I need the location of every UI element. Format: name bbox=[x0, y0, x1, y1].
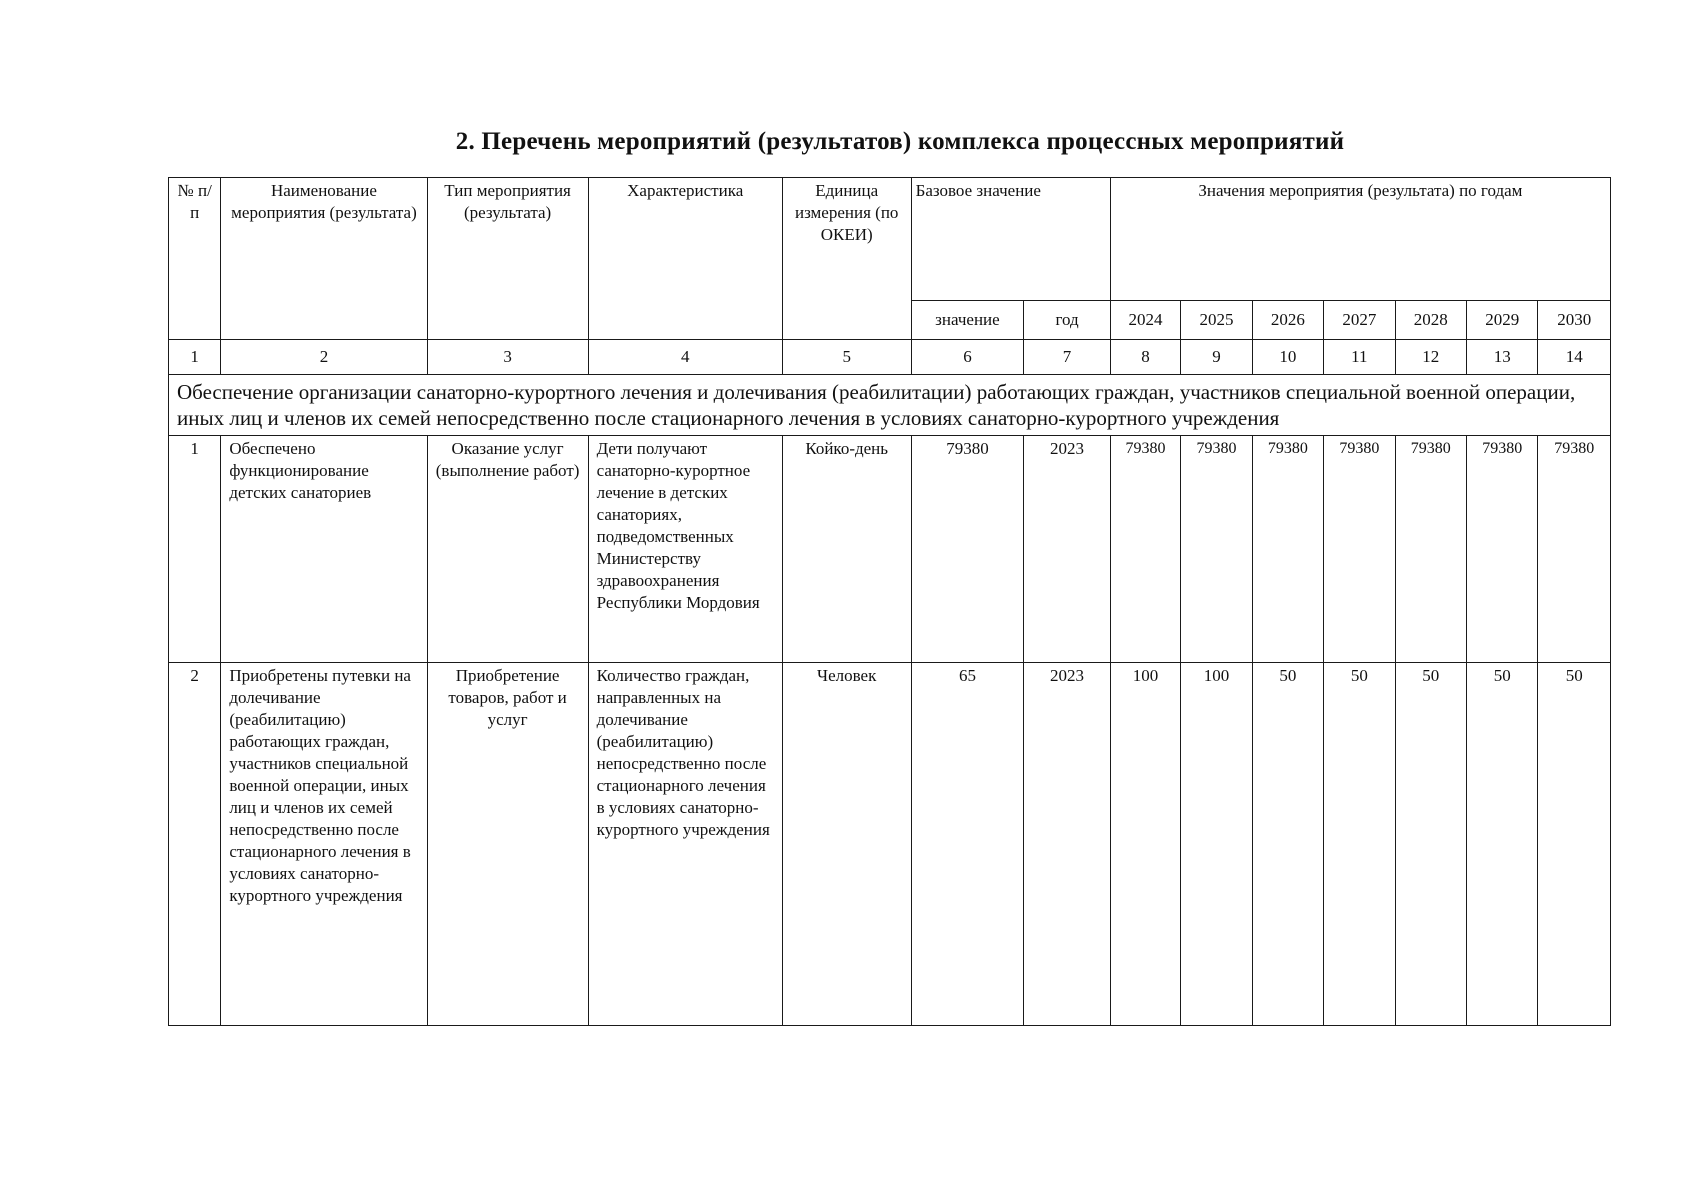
header-year: 2025 bbox=[1181, 301, 1252, 340]
row-value-2027: 50 bbox=[1324, 663, 1395, 1026]
row-unit: Койко-день bbox=[782, 436, 911, 663]
column-number: 10 bbox=[1252, 340, 1323, 375]
row-base-value: 65 bbox=[911, 663, 1024, 1026]
table-row bbox=[169, 436, 1611, 663]
column-number: 14 bbox=[1538, 340, 1611, 375]
header-base-value: значение bbox=[911, 301, 1024, 340]
column-number-row bbox=[169, 340, 1611, 375]
section-row bbox=[169, 375, 1611, 436]
row-value-2030: 79380 bbox=[1538, 436, 1611, 663]
row-value-2025: 100 bbox=[1181, 663, 1252, 1026]
row-name: Обеспечено функционирование детских санаториев bbox=[221, 436, 427, 663]
header-unit: Единица измерения (по ОКЕИ) bbox=[782, 178, 911, 340]
header-base: Базовое значение bbox=[911, 178, 1110, 301]
row-num: 1 bbox=[169, 436, 221, 663]
row-value-2027: 79380 bbox=[1324, 436, 1395, 663]
row-base-value: 79380 bbox=[911, 436, 1024, 663]
row-characteristic: Дети получают санаторно-курортное лечение в детских санаториях, подведомственных Министерству здравоохранения Республики Мордовия bbox=[588, 436, 782, 663]
table-row bbox=[169, 663, 1611, 1026]
page-title: 2. Перечень мероприятий (результатов) комплекса процессных мероприятий bbox=[455, 128, 1345, 155]
header-year: 2030 bbox=[1538, 301, 1611, 340]
row-type: Приобретение товаров, работ и услуг bbox=[427, 663, 588, 1026]
row-value-2025: 79380 bbox=[1181, 436, 1252, 663]
column-number: 9 bbox=[1181, 340, 1252, 375]
column-number: 1 bbox=[169, 340, 221, 375]
row-type: Оказание услуг (выполнение работ) bbox=[427, 436, 588, 663]
header-year: 2026 bbox=[1252, 301, 1323, 340]
row-name: Приобретены путевки на долечивание (реабилитацию) работающих граждан, участников специальной военной операции, иных лиц и членов их семей непосредственно после стационарного лечения в условиях санаторно-курортного учреждения bbox=[221, 663, 427, 1026]
header-year: 2029 bbox=[1467, 301, 1538, 340]
row-num: 2 bbox=[169, 663, 221, 1026]
header-base-year: год bbox=[1024, 301, 1111, 340]
header-type: Тип мероприятия (результата) bbox=[427, 178, 588, 340]
header-year: 2027 bbox=[1324, 301, 1395, 340]
column-number: 5 bbox=[782, 340, 911, 375]
row-characteristic: Количество граждан, направленных на долечивание (реабилитацию) непосредственно после стационарного лечения в условиях санаторно-курортного учреждения bbox=[588, 663, 782, 1026]
row-value-2024: 100 bbox=[1110, 663, 1180, 1026]
column-number: 6 bbox=[911, 340, 1024, 375]
row-value-2029: 50 bbox=[1467, 663, 1538, 1026]
row-base-year: 2023 bbox=[1024, 663, 1111, 1026]
header-year: 2024 bbox=[1110, 301, 1180, 340]
section-title: Обеспечение организации санаторно-курортного лечения и долечивания (реабилитации) работающих граждан, участников специальной военной операции, иных лиц и членов их семей непосредственно после стационарного лечения в условиях санаторно-курортного учреждения bbox=[169, 375, 1611, 436]
row-unit: Человек bbox=[782, 663, 911, 1026]
column-number: 4 bbox=[588, 340, 782, 375]
column-number: 13 bbox=[1467, 340, 1538, 375]
header-name: Наименование мероприятия (результата) bbox=[221, 178, 427, 340]
row-value-2024: 79380 bbox=[1110, 436, 1180, 663]
row-value-2029: 79380 bbox=[1467, 436, 1538, 663]
header-characteristic: Характеристика bbox=[588, 178, 782, 340]
measures-table bbox=[168, 177, 1611, 1026]
header-row bbox=[169, 178, 1611, 301]
header-num: № п/п bbox=[169, 178, 221, 340]
row-value-2028: 50 bbox=[1395, 663, 1466, 1026]
row-value-2026: 50 bbox=[1252, 663, 1323, 1026]
column-number: 11 bbox=[1324, 340, 1395, 375]
row-value-2026: 79380 bbox=[1252, 436, 1323, 663]
header-year: 2028 bbox=[1395, 301, 1466, 340]
column-number: 8 bbox=[1110, 340, 1180, 375]
header-values-by-year: Значения мероприятия (результата) по годам bbox=[1110, 178, 1610, 301]
column-number: 7 bbox=[1024, 340, 1111, 375]
column-number: 2 bbox=[221, 340, 427, 375]
row-base-year: 2023 bbox=[1024, 436, 1111, 663]
column-number: 3 bbox=[427, 340, 588, 375]
row-value-2030: 50 bbox=[1538, 663, 1611, 1026]
row-value-2028: 79380 bbox=[1395, 436, 1466, 663]
column-number: 12 bbox=[1395, 340, 1466, 375]
